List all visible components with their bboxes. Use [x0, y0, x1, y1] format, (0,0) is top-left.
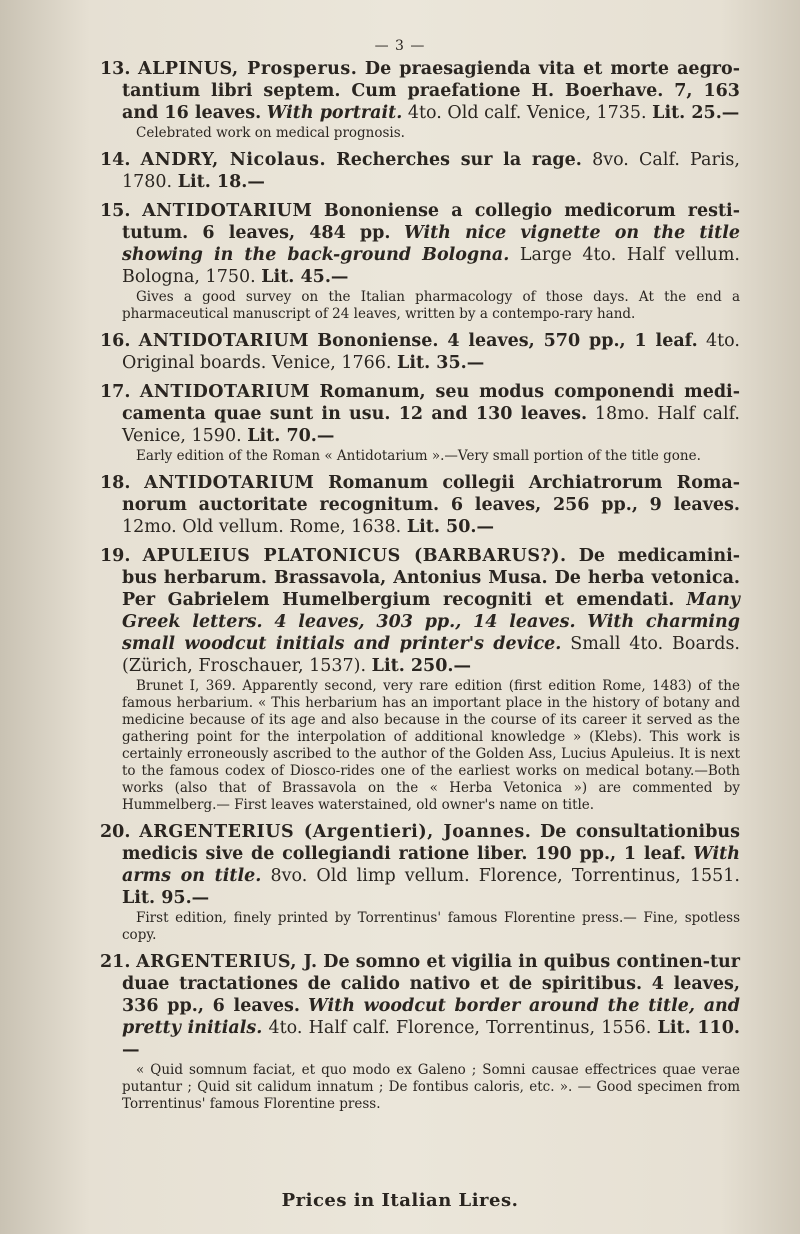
entry-format: Large 4to. Half vellum. Bologna, 1750. — [122, 245, 740, 287]
entry-title: Recherches sur la rage. — [336, 150, 582, 170]
entry-price: Lit. 110.— — [122, 1018, 741, 1060]
entry-number: 20. — [100, 822, 131, 842]
entry-price: Lit. 18.— — [177, 172, 265, 192]
entry-number: 19. — [100, 546, 131, 566]
entry-illustration-note: With portrait. — [266, 103, 403, 123]
catalogue-entry — [100, 951, 740, 1113]
entry-format: 8vo. Old limp vellum. Florence, Torrentinus, 1551. — [270, 866, 740, 886]
entry-number: 21. — [100, 952, 131, 972]
entry-note: Brunet I, 369. Apparently second, very rare edition (first edition Rome, 1483) of the famous herbarium. « This herbarium has an important place in the history of botany and medicine because of its age and also because in the course of its career it served as the gathering point for the interpolation of additional knowledge » (Klebs). This work is certainly erroneously ascribed to the author of the Golden Ass, Lucius Apuleius. It is next to the famous codex of Diosco-rides one of the earliest works on medical botany.—Both works (also that of Brassavola on the « Herba Vetonica ») are commented by Hummelberg.— First leaves waterstained, old owner's name on title. — [122, 678, 740, 813]
entry-note: Early edition of the Roman « Antidotarium ».—Very small portion of the title gone. — [136, 448, 701, 464]
entry-format: 4to. Old calf. Venice, 1735. — [407, 103, 647, 123]
entry-author: ANTIDOTARIUM — [144, 473, 315, 493]
entry-author: ANTIDOTARIUM — [142, 201, 313, 221]
entry-title: Bononiense. 4 leaves, 570 pp., 1 leaf. — [317, 331, 698, 351]
entry-price: Lit. 45.— — [261, 267, 349, 287]
entry-author: ANTIDOTARIUM — [139, 382, 311, 402]
catalogue-entry — [100, 472, 740, 538]
entries-list — [100, 58, 740, 1120]
entry-number: 13. — [100, 59, 131, 79]
entry-author: ANTIDOTARIUM — [138, 331, 309, 351]
entry-author: ANDRY, Nicolaus. — [140, 150, 327, 170]
entry-title: De consultationibus medicis sive de collegiandi ratione liber. 190 pp., 1 leaf. — [122, 822, 741, 864]
catalogue-entry — [100, 330, 740, 374]
entry-illustration-note: Many Greek letters. 4 leaves, 303 pp., 14 leaves. With charming small woodcut initials and printer's device. — [122, 590, 740, 654]
entry-number: 15. — [100, 201, 131, 221]
entry-number: 16. — [100, 331, 131, 351]
entry-note: Celebrated work on medical prognosis. — [136, 125, 405, 141]
entry-illustration-note: With woodcut border around the title, and pretty initials. — [122, 996, 740, 1038]
catalogue-entry — [100, 821, 740, 944]
entry-price: Lit. 35.— — [397, 353, 485, 373]
catalogue-entry — [100, 200, 740, 323]
entry-price: Lit. 70.— — [247, 426, 335, 446]
entry-title: De medicamini-bus herbarum. Brassavola, Antonius Musa. De herba vetonica. Per Gabrielem Humelbergium recogniti et emendati. — [122, 546, 741, 610]
catalogue-entry — [100, 149, 740, 193]
catalogue-entry — [100, 58, 740, 142]
entry-note: Gives a good survey on the Italian pharmacology of those days. At the end a pharmaceutical manuscript of 24 leaves, written by a contempo-rary hand. — [122, 289, 740, 322]
catalogue-entry — [100, 381, 740, 465]
entry-format: 4to. Half calf. Florence, Torrentinus, 1556. — [268, 1018, 652, 1038]
entry-format: 12mo. Old vellum. Rome, 1638. — [122, 517, 402, 537]
entry-title: Bononiense a collegio medicorum resti-tutum. 6 leaves, 484 pp. — [122, 201, 740, 243]
entry-format: 4to. Original boards. Venice, 1766. — [122, 331, 740, 373]
entry-format: 18mo. Half calf. Venice, 1590. — [122, 404, 740, 446]
entry-note: First edition, finely printed by Torrentinus' famous Florentine press.— Fine, spotless copy. — [122, 910, 740, 943]
page-number: — 3 — — [374, 38, 426, 54]
entry-price: Lit. 50.— — [406, 517, 494, 537]
entry-illustration-note: With arms on title. — [122, 844, 740, 886]
entry-number: 17. — [100, 382, 131, 402]
entry-note: « Quid somnum faciat, et quo modo ex Galeno ; Somni causae effectrices quae verae putantur ; Quid sit calidum innatum ; De fontibus caloris, etc. ». — Good specimen from Torrentinus' famous Florentine press. — [122, 1062, 740, 1112]
entry-author: ARGENTERIUS (Argentieri), Joannes. — [139, 822, 532, 842]
footer-note: Prices in Italian Lires. — [281, 1190, 519, 1211]
entry-illustration-note: With nice vignette on the title showing in the back-ground Bologna. — [122, 223, 740, 265]
entry-format: Small 4to. Boards. (Zürich, Froschauer, 1537). — [122, 634, 740, 676]
entry-number: 18. — [100, 473, 131, 493]
entry-title: Romanum collegii Archiatrorum Roma-norum auctoritate recognitum. 6 leaves, 256 pp., 9 leaves. — [122, 473, 740, 515]
entry-format: 8vo. Calf. Paris, 1780. — [122, 150, 740, 192]
entry-title: De praesagienda vita et morte aegro-tantium libri septem. Cum praefatione H. Boerhave. 7, 163 and 16 leaves. — [122, 59, 740, 123]
catalogue-entry — [100, 545, 740, 814]
entry-price: Lit. 25.— — [652, 103, 740, 123]
entry-title: De somno et vigilia in quibus continen-tur duae tractationes de calido nativo et de spiritibus. 4 leaves, 336 pp., 6 leaves. — [122, 952, 740, 1016]
entry-price: Lit. 95.— — [122, 888, 210, 908]
entry-price: Lit. 250.— — [371, 656, 471, 676]
entry-author: ALPINUS, Prosperus. — [138, 59, 358, 79]
entry-author: APULEIUS PLATONICUS (BARBARUS?). — [142, 546, 567, 566]
entry-title: Romanum, seu modus componendi medi-camenta quae sunt in usu. 12 and 130 leaves. — [122, 382, 740, 424]
entry-author: ARGENTERIUS, J. — [136, 952, 318, 972]
entry-number: 14. — [100, 150, 131, 170]
